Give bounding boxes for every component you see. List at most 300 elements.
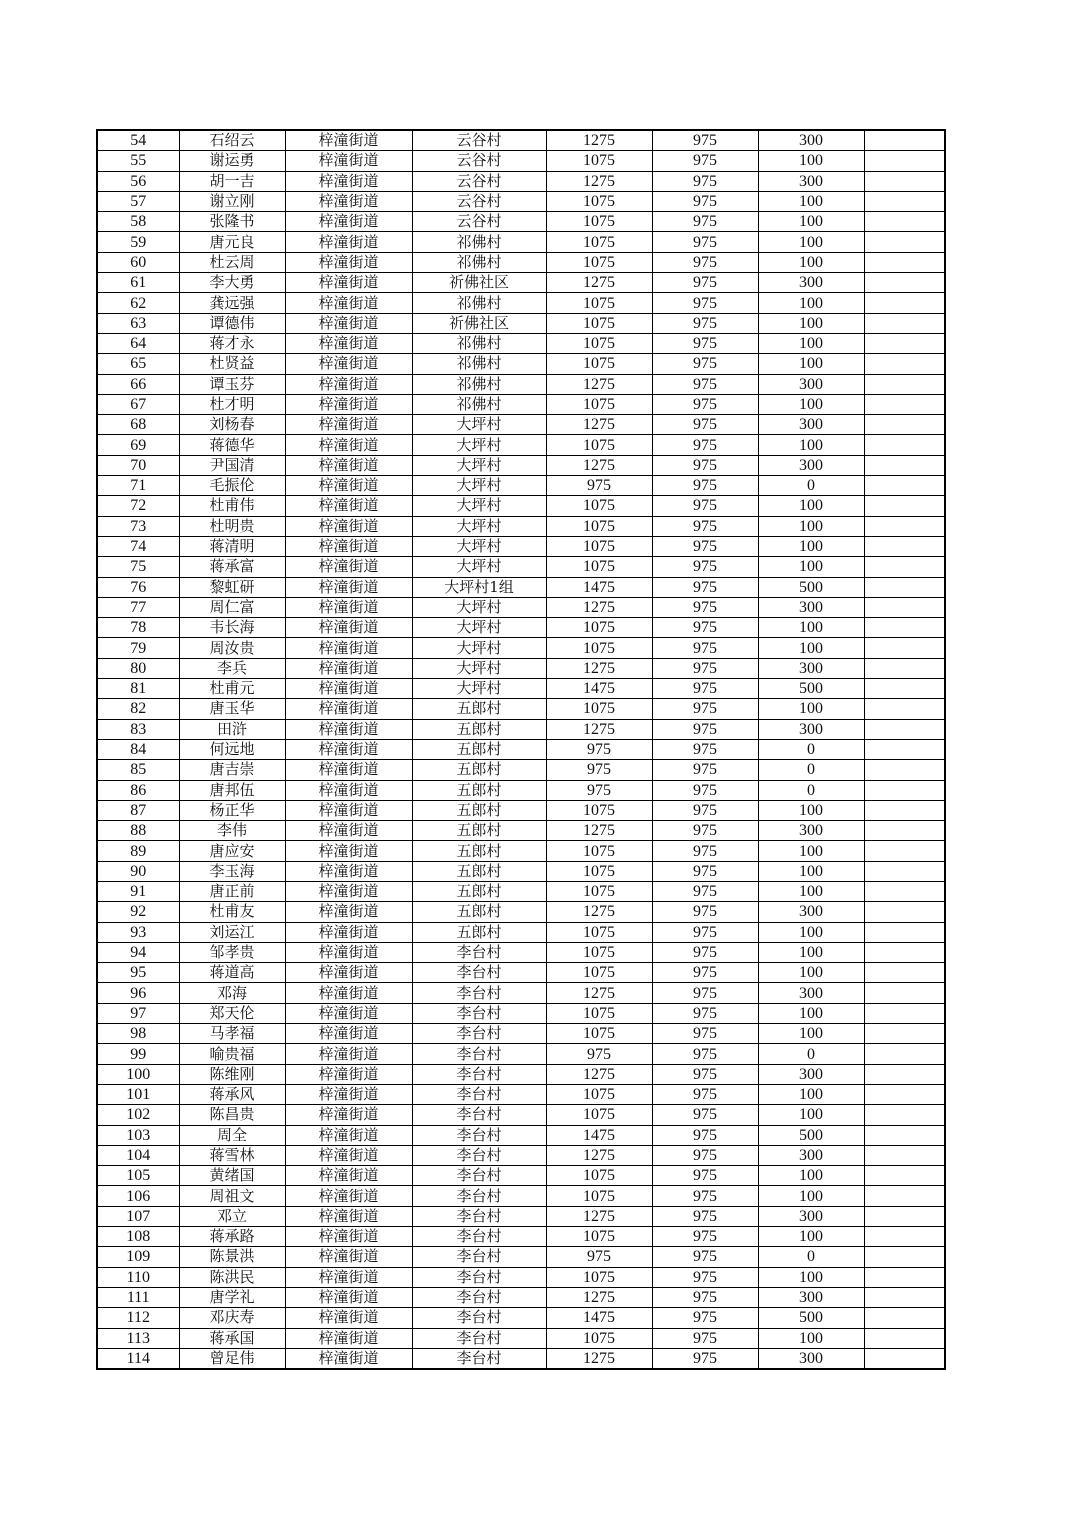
subdistrict-cell: 梓潼街道 bbox=[285, 476, 412, 496]
amount-extra-cell: 100 bbox=[758, 1186, 864, 1206]
name-cell: 张隆书 bbox=[179, 212, 285, 232]
amount-base-cell: 975 bbox=[652, 171, 758, 191]
amount-base-cell: 975 bbox=[652, 1267, 758, 1287]
village-cell: 五郎村 bbox=[412, 881, 546, 901]
amount-total-cell: 975 bbox=[546, 476, 652, 496]
name-cell: 李大勇 bbox=[179, 273, 285, 293]
serial-number-cell: 112 bbox=[97, 1308, 179, 1328]
table-row bbox=[97, 618, 945, 638]
amount-base-cell: 975 bbox=[652, 963, 758, 983]
table-row bbox=[97, 293, 945, 313]
subdistrict-cell: 梓潼街道 bbox=[285, 597, 412, 617]
amount-extra-cell: 100 bbox=[758, 1024, 864, 1044]
name-cell: 杜甫元 bbox=[179, 679, 285, 699]
amount-extra-cell: 100 bbox=[758, 699, 864, 719]
name-cell: 黎虹研 bbox=[179, 577, 285, 597]
village-cell: 大坪村 bbox=[412, 638, 546, 658]
amount-total-cell: 1075 bbox=[546, 699, 652, 719]
name-cell: 陈景洪 bbox=[179, 1247, 285, 1267]
remarks-cell bbox=[864, 1145, 945, 1165]
village-cell: 大坪村 bbox=[412, 435, 546, 455]
serial-number-cell: 72 bbox=[97, 496, 179, 516]
amount-extra-cell: 100 bbox=[758, 212, 864, 232]
subdistrict-cell: 梓潼街道 bbox=[285, 679, 412, 699]
remarks-cell bbox=[864, 983, 945, 1003]
serial-number-cell: 80 bbox=[97, 658, 179, 678]
table-row bbox=[97, 1145, 945, 1165]
amount-total-cell: 1475 bbox=[546, 577, 652, 597]
serial-number-cell: 82 bbox=[97, 699, 179, 719]
amount-total-cell: 1275 bbox=[546, 658, 652, 678]
name-cell: 刘杨春 bbox=[179, 415, 285, 435]
village-cell: 祁佛村 bbox=[412, 374, 546, 394]
amount-extra-cell: 300 bbox=[758, 983, 864, 1003]
subdistrict-cell: 梓潼街道 bbox=[285, 516, 412, 536]
name-cell: 蒋承风 bbox=[179, 1084, 285, 1104]
serial-number-cell: 70 bbox=[97, 455, 179, 475]
remarks-cell bbox=[864, 293, 945, 313]
name-cell: 李伟 bbox=[179, 821, 285, 841]
roster-body bbox=[97, 130, 945, 1369]
serial-number-cell: 65 bbox=[97, 354, 179, 374]
remarks-cell bbox=[864, 1044, 945, 1064]
serial-number-cell: 95 bbox=[97, 963, 179, 983]
amount-total-cell: 1075 bbox=[546, 232, 652, 252]
amount-base-cell: 975 bbox=[652, 1328, 758, 1348]
name-cell: 李玉海 bbox=[179, 861, 285, 881]
remarks-cell bbox=[864, 881, 945, 901]
serial-number-cell: 104 bbox=[97, 1145, 179, 1165]
subdistrict-cell: 梓潼街道 bbox=[285, 800, 412, 820]
amount-base-cell: 975 bbox=[652, 516, 758, 536]
amount-total-cell: 1075 bbox=[546, 496, 652, 516]
village-cell: 李台村 bbox=[412, 963, 546, 983]
name-cell: 石绍云 bbox=[179, 130, 285, 151]
remarks-cell bbox=[864, 354, 945, 374]
serial-number-cell: 99 bbox=[97, 1044, 179, 1064]
roster-table bbox=[96, 129, 946, 1370]
table-row bbox=[97, 557, 945, 577]
amount-base-cell: 975 bbox=[652, 1308, 758, 1328]
amount-base-cell: 975 bbox=[652, 1287, 758, 1307]
remarks-cell bbox=[864, 942, 945, 962]
table-row bbox=[97, 597, 945, 617]
name-cell: 陈维刚 bbox=[179, 1064, 285, 1084]
amount-extra-cell: 100 bbox=[758, 333, 864, 353]
amount-extra-cell: 100 bbox=[758, 800, 864, 820]
subdistrict-cell: 梓潼街道 bbox=[285, 577, 412, 597]
table-row bbox=[97, 963, 945, 983]
village-cell: 大坪村 bbox=[412, 516, 546, 536]
table-row bbox=[97, 1186, 945, 1206]
amount-base-cell: 975 bbox=[652, 191, 758, 211]
amount-base-cell: 975 bbox=[652, 841, 758, 861]
remarks-cell bbox=[864, 496, 945, 516]
subdistrict-cell: 梓潼街道 bbox=[285, 1105, 412, 1125]
amount-base-cell: 975 bbox=[652, 780, 758, 800]
name-cell: 杜甫友 bbox=[179, 902, 285, 922]
remarks-cell bbox=[864, 171, 945, 191]
name-cell: 何远地 bbox=[179, 739, 285, 759]
amount-total-cell: 1275 bbox=[546, 374, 652, 394]
remarks-cell bbox=[864, 821, 945, 841]
amount-extra-cell: 100 bbox=[758, 1227, 864, 1247]
amount-total-cell: 1075 bbox=[546, 1267, 652, 1287]
roster-sheet bbox=[96, 129, 946, 1370]
amount-extra-cell: 300 bbox=[758, 821, 864, 841]
serial-number-cell: 78 bbox=[97, 618, 179, 638]
amount-extra-cell: 500 bbox=[758, 679, 864, 699]
village-cell: 大坪村 bbox=[412, 597, 546, 617]
amount-base-cell: 975 bbox=[652, 130, 758, 151]
subdistrict-cell: 梓潼街道 bbox=[285, 719, 412, 739]
village-cell: 大坪村 bbox=[412, 658, 546, 678]
remarks-cell bbox=[864, 415, 945, 435]
amount-extra-cell: 100 bbox=[758, 232, 864, 252]
amount-base-cell: 975 bbox=[652, 536, 758, 556]
amount-total-cell: 1075 bbox=[546, 1186, 652, 1206]
table-row bbox=[97, 496, 945, 516]
village-cell: 云谷村 bbox=[412, 212, 546, 232]
village-cell: 祁佛村 bbox=[412, 354, 546, 374]
serial-number-cell: 110 bbox=[97, 1267, 179, 1287]
amount-extra-cell: 0 bbox=[758, 760, 864, 780]
name-cell: 田浒 bbox=[179, 719, 285, 739]
amount-base-cell: 975 bbox=[652, 476, 758, 496]
amount-total-cell: 1075 bbox=[546, 435, 652, 455]
amount-extra-cell: 300 bbox=[758, 130, 864, 151]
amount-base-cell: 975 bbox=[652, 232, 758, 252]
remarks-cell bbox=[864, 333, 945, 353]
table-row bbox=[97, 1064, 945, 1084]
amount-base-cell: 975 bbox=[652, 800, 758, 820]
serial-number-cell: 61 bbox=[97, 273, 179, 293]
name-cell: 李兵 bbox=[179, 658, 285, 678]
remarks-cell bbox=[864, 455, 945, 475]
amount-extra-cell: 0 bbox=[758, 1044, 864, 1064]
amount-total-cell: 1275 bbox=[546, 415, 652, 435]
amount-base-cell: 975 bbox=[652, 1247, 758, 1267]
village-cell: 李台村 bbox=[412, 1287, 546, 1307]
amount-extra-cell: 100 bbox=[758, 536, 864, 556]
table-row bbox=[97, 658, 945, 678]
table-row bbox=[97, 1247, 945, 1267]
amount-base-cell: 975 bbox=[652, 1003, 758, 1023]
name-cell: 杨正华 bbox=[179, 800, 285, 820]
amount-total-cell: 975 bbox=[546, 760, 652, 780]
serial-number-cell: 101 bbox=[97, 1084, 179, 1104]
village-cell: 云谷村 bbox=[412, 191, 546, 211]
amount-total-cell: 1075 bbox=[546, 151, 652, 171]
name-cell: 刘运江 bbox=[179, 922, 285, 942]
name-cell: 周汝贵 bbox=[179, 638, 285, 658]
remarks-cell bbox=[864, 1206, 945, 1226]
name-cell: 马孝福 bbox=[179, 1024, 285, 1044]
serial-number-cell: 66 bbox=[97, 374, 179, 394]
village-cell: 大坪村 bbox=[412, 415, 546, 435]
amount-total-cell: 1075 bbox=[546, 557, 652, 577]
serial-number-cell: 77 bbox=[97, 597, 179, 617]
table-row bbox=[97, 841, 945, 861]
amount-total-cell: 1275 bbox=[546, 130, 652, 151]
remarks-cell bbox=[864, 1348, 945, 1369]
subdistrict-cell: 梓潼街道 bbox=[285, 455, 412, 475]
amount-base-cell: 975 bbox=[652, 435, 758, 455]
subdistrict-cell: 梓潼街道 bbox=[285, 1186, 412, 1206]
serial-number-cell: 58 bbox=[97, 212, 179, 232]
amount-total-cell: 975 bbox=[546, 1044, 652, 1064]
village-cell: 祁佛村 bbox=[412, 293, 546, 313]
table-row bbox=[97, 1287, 945, 1307]
amount-total-cell: 1075 bbox=[546, 881, 652, 901]
amount-extra-cell: 300 bbox=[758, 1348, 864, 1369]
serial-number-cell: 75 bbox=[97, 557, 179, 577]
serial-number-cell: 86 bbox=[97, 780, 179, 800]
village-cell: 五郎村 bbox=[412, 699, 546, 719]
subdistrict-cell: 梓潼街道 bbox=[285, 1308, 412, 1328]
village-cell: 五郎村 bbox=[412, 800, 546, 820]
amount-extra-cell: 300 bbox=[758, 273, 864, 293]
name-cell: 邓海 bbox=[179, 983, 285, 1003]
name-cell: 谭玉芬 bbox=[179, 374, 285, 394]
subdistrict-cell: 梓潼街道 bbox=[285, 942, 412, 962]
table-row bbox=[97, 232, 945, 252]
amount-base-cell: 975 bbox=[652, 638, 758, 658]
amount-total-cell: 1075 bbox=[546, 516, 652, 536]
village-cell: 李台村 bbox=[412, 1044, 546, 1064]
village-cell: 云谷村 bbox=[412, 151, 546, 171]
amount-extra-cell: 500 bbox=[758, 1308, 864, 1328]
name-cell: 韦长海 bbox=[179, 618, 285, 638]
amount-extra-cell: 100 bbox=[758, 1267, 864, 1287]
subdistrict-cell: 梓潼街道 bbox=[285, 1003, 412, 1023]
serial-number-cell: 106 bbox=[97, 1186, 179, 1206]
village-cell: 李台村 bbox=[412, 1003, 546, 1023]
subdistrict-cell: 梓潼街道 bbox=[285, 1247, 412, 1267]
subdistrict-cell: 梓潼街道 bbox=[285, 293, 412, 313]
name-cell: 蒋雪林 bbox=[179, 1145, 285, 1165]
remarks-cell bbox=[864, 841, 945, 861]
amount-extra-cell: 500 bbox=[758, 577, 864, 597]
village-cell: 李台村 bbox=[412, 983, 546, 1003]
remarks-cell bbox=[864, 780, 945, 800]
serial-number-cell: 100 bbox=[97, 1064, 179, 1084]
serial-number-cell: 84 bbox=[97, 739, 179, 759]
subdistrict-cell: 梓潼街道 bbox=[285, 881, 412, 901]
table-row bbox=[97, 1348, 945, 1369]
village-cell: 五郎村 bbox=[412, 719, 546, 739]
table-row bbox=[97, 252, 945, 272]
table-row bbox=[97, 394, 945, 414]
subdistrict-cell: 梓潼街道 bbox=[285, 212, 412, 232]
amount-base-cell: 975 bbox=[652, 942, 758, 962]
remarks-cell bbox=[864, 273, 945, 293]
amount-base-cell: 975 bbox=[652, 1227, 758, 1247]
table-row bbox=[97, 638, 945, 658]
amount-total-cell: 1275 bbox=[546, 597, 652, 617]
subdistrict-cell: 梓潼街道 bbox=[285, 902, 412, 922]
village-cell: 李台村 bbox=[412, 1206, 546, 1226]
table-row bbox=[97, 902, 945, 922]
amount-total-cell: 1075 bbox=[546, 963, 652, 983]
village-cell: 大坪村 bbox=[412, 476, 546, 496]
subdistrict-cell: 梓潼街道 bbox=[285, 374, 412, 394]
name-cell: 周仁富 bbox=[179, 597, 285, 617]
amount-total-cell: 1275 bbox=[546, 1206, 652, 1226]
table-row bbox=[97, 800, 945, 820]
serial-number-cell: 57 bbox=[97, 191, 179, 211]
name-cell: 杜甫伟 bbox=[179, 496, 285, 516]
remarks-cell bbox=[864, 1084, 945, 1104]
amount-total-cell: 1075 bbox=[546, 313, 652, 333]
name-cell: 唐正前 bbox=[179, 881, 285, 901]
subdistrict-cell: 梓潼街道 bbox=[285, 171, 412, 191]
name-cell: 毛振伦 bbox=[179, 476, 285, 496]
subdistrict-cell: 梓潼街道 bbox=[285, 1227, 412, 1247]
subdistrict-cell: 梓潼街道 bbox=[285, 739, 412, 759]
amount-base-cell: 975 bbox=[652, 760, 758, 780]
table-row bbox=[97, 191, 945, 211]
name-cell: 蒋德华 bbox=[179, 435, 285, 455]
serial-number-cell: 91 bbox=[97, 881, 179, 901]
remarks-cell bbox=[864, 1328, 945, 1348]
remarks-cell bbox=[864, 719, 945, 739]
name-cell: 蒋承路 bbox=[179, 1227, 285, 1247]
village-cell: 祁佛村 bbox=[412, 333, 546, 353]
amount-total-cell: 1075 bbox=[546, 191, 652, 211]
amount-total-cell: 1075 bbox=[546, 638, 652, 658]
name-cell: 杜云周 bbox=[179, 252, 285, 272]
serial-number-cell: 68 bbox=[97, 415, 179, 435]
remarks-cell bbox=[864, 252, 945, 272]
remarks-cell bbox=[864, 313, 945, 333]
amount-base-cell: 975 bbox=[652, 1348, 758, 1369]
serial-number-cell: 102 bbox=[97, 1105, 179, 1125]
table-row bbox=[97, 1227, 945, 1247]
name-cell: 周祖文 bbox=[179, 1186, 285, 1206]
remarks-cell bbox=[864, 1003, 945, 1023]
serial-number-cell: 85 bbox=[97, 760, 179, 780]
village-cell: 大坪村 bbox=[412, 618, 546, 638]
remarks-cell bbox=[864, 516, 945, 536]
remarks-cell bbox=[864, 232, 945, 252]
remarks-cell bbox=[864, 435, 945, 455]
remarks-cell bbox=[864, 536, 945, 556]
subdistrict-cell: 梓潼街道 bbox=[285, 557, 412, 577]
subdistrict-cell: 梓潼街道 bbox=[285, 821, 412, 841]
village-cell: 大坪村 bbox=[412, 536, 546, 556]
amount-extra-cell: 300 bbox=[758, 658, 864, 678]
serial-number-cell: 64 bbox=[97, 333, 179, 353]
remarks-cell bbox=[864, 699, 945, 719]
name-cell: 杜明贵 bbox=[179, 516, 285, 536]
name-cell: 谭德伟 bbox=[179, 313, 285, 333]
amount-base-cell: 975 bbox=[652, 1064, 758, 1084]
name-cell: 蒋道高 bbox=[179, 963, 285, 983]
remarks-cell bbox=[864, 963, 945, 983]
serial-number-cell: 87 bbox=[97, 800, 179, 820]
amount-base-cell: 975 bbox=[652, 699, 758, 719]
serial-number-cell: 98 bbox=[97, 1024, 179, 1044]
amount-base-cell: 975 bbox=[652, 861, 758, 881]
village-cell: 祁佛村 bbox=[412, 394, 546, 414]
amount-extra-cell: 500 bbox=[758, 1125, 864, 1145]
name-cell: 杜贤益 bbox=[179, 354, 285, 374]
village-cell: 李台村 bbox=[412, 1328, 546, 1348]
village-cell: 李台村 bbox=[412, 1348, 546, 1369]
amount-extra-cell: 300 bbox=[758, 902, 864, 922]
amount-total-cell: 1275 bbox=[546, 983, 652, 1003]
serial-number-cell: 74 bbox=[97, 536, 179, 556]
table-row bbox=[97, 333, 945, 353]
subdistrict-cell: 梓潼街道 bbox=[285, 415, 412, 435]
village-cell: 李台村 bbox=[412, 1064, 546, 1084]
subdistrict-cell: 梓潼街道 bbox=[285, 1206, 412, 1226]
amount-extra-cell: 300 bbox=[758, 1064, 864, 1084]
amount-extra-cell: 0 bbox=[758, 1247, 864, 1267]
subdistrict-cell: 梓潼街道 bbox=[285, 1348, 412, 1369]
amount-base-cell: 975 bbox=[652, 1084, 758, 1104]
subdistrict-cell: 梓潼街道 bbox=[285, 273, 412, 293]
name-cell: 陈洪民 bbox=[179, 1267, 285, 1287]
serial-number-cell: 111 bbox=[97, 1287, 179, 1307]
serial-number-cell: 79 bbox=[97, 638, 179, 658]
amount-extra-cell: 100 bbox=[758, 922, 864, 942]
serial-number-cell: 56 bbox=[97, 171, 179, 191]
serial-number-cell: 71 bbox=[97, 476, 179, 496]
remarks-cell bbox=[864, 597, 945, 617]
amount-extra-cell: 100 bbox=[758, 1166, 864, 1186]
serial-number-cell: 109 bbox=[97, 1247, 179, 1267]
serial-number-cell: 108 bbox=[97, 1227, 179, 1247]
amount-base-cell: 975 bbox=[652, 618, 758, 638]
remarks-cell bbox=[864, 1166, 945, 1186]
name-cell: 唐玉华 bbox=[179, 699, 285, 719]
remarks-cell bbox=[864, 800, 945, 820]
subdistrict-cell: 梓潼街道 bbox=[285, 1328, 412, 1348]
subdistrict-cell: 梓潼街道 bbox=[285, 1024, 412, 1044]
table-row bbox=[97, 1024, 945, 1044]
amount-base-cell: 975 bbox=[652, 415, 758, 435]
amount-extra-cell: 100 bbox=[758, 881, 864, 901]
amount-total-cell: 975 bbox=[546, 739, 652, 759]
village-cell: 五郎村 bbox=[412, 841, 546, 861]
remarks-cell bbox=[864, 1186, 945, 1206]
amount-base-cell: 975 bbox=[652, 1125, 758, 1145]
remarks-cell bbox=[864, 374, 945, 394]
subdistrict-cell: 梓潼街道 bbox=[285, 496, 412, 516]
amount-base-cell: 975 bbox=[652, 455, 758, 475]
amount-total-cell: 1075 bbox=[546, 252, 652, 272]
amount-extra-cell: 100 bbox=[758, 151, 864, 171]
subdistrict-cell: 梓潼街道 bbox=[285, 841, 412, 861]
amount-base-cell: 975 bbox=[652, 273, 758, 293]
amount-total-cell: 1275 bbox=[546, 821, 652, 841]
amount-base-cell: 975 bbox=[652, 1166, 758, 1186]
name-cell: 唐学礼 bbox=[179, 1287, 285, 1307]
amount-base-cell: 975 bbox=[652, 821, 758, 841]
amount-base-cell: 975 bbox=[652, 679, 758, 699]
subdistrict-cell: 梓潼街道 bbox=[285, 1064, 412, 1084]
serial-number-cell: 103 bbox=[97, 1125, 179, 1145]
amount-extra-cell: 100 bbox=[758, 841, 864, 861]
remarks-cell bbox=[864, 922, 945, 942]
amount-extra-cell: 100 bbox=[758, 1084, 864, 1104]
serial-number-cell: 81 bbox=[97, 679, 179, 699]
amount-total-cell: 1075 bbox=[546, 293, 652, 313]
name-cell: 唐应安 bbox=[179, 841, 285, 861]
serial-number-cell: 67 bbox=[97, 394, 179, 414]
